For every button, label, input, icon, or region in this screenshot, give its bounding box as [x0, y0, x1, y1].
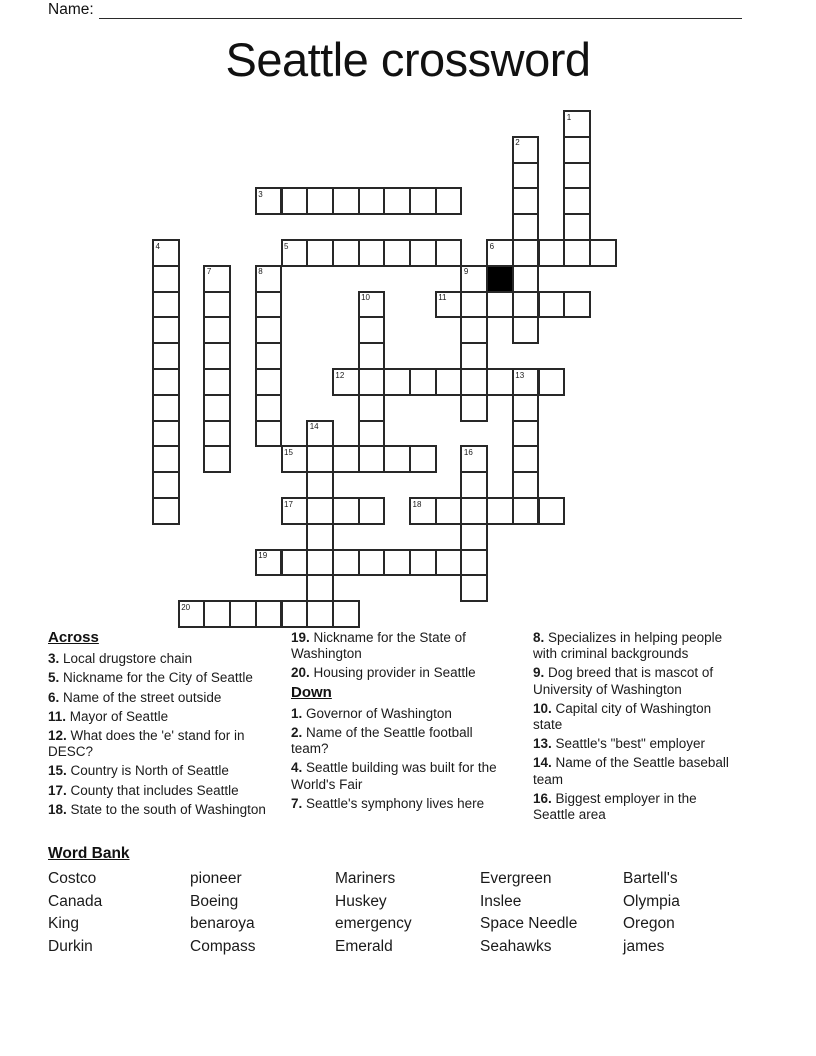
grid-cell[interactable]	[203, 265, 231, 293]
cell-number: 13	[515, 370, 525, 380]
clue-number: 6.	[48, 689, 60, 705]
word-bank-column-4	[480, 868, 623, 959]
clue-number: 8.	[533, 630, 545, 645]
word-bank-item: Durkin	[48, 938, 93, 956]
grid-cell[interactable]	[255, 342, 283, 370]
grid-cell[interactable]	[255, 420, 283, 448]
grid-cell[interactable]	[203, 445, 231, 473]
grid-cell[interactable]	[563, 187, 591, 215]
grid-cell[interactable]	[563, 239, 591, 267]
clue-number: 15.	[48, 763, 67, 779]
grid-cell[interactable]	[332, 549, 360, 577]
grid-cell[interactable]	[538, 497, 566, 525]
grid-cell[interactable]	[409, 549, 437, 577]
grid-cell[interactable]	[255, 394, 283, 422]
cell-number: 11	[438, 293, 447, 303]
grid-cell[interactable]	[460, 394, 488, 422]
grid-cell[interactable]	[358, 368, 386, 396]
clue-number: 1.	[291, 705, 303, 721]
grid-cell[interactable]	[306, 239, 334, 267]
cell-number: 8	[258, 267, 263, 277]
grid-cell[interactable]	[435, 187, 463, 215]
grid-cell[interactable]	[409, 497, 437, 525]
grid-cell[interactable]	[435, 239, 463, 267]
word-bank-item: Evergreen	[480, 870, 552, 887]
grid-cell[interactable]	[460, 342, 488, 370]
clue-number: 11.	[48, 708, 67, 724]
grid-cell[interactable]	[306, 420, 334, 448]
word-bank-item: pioneer	[190, 870, 242, 887]
grid-cell[interactable]	[512, 316, 540, 344]
name-blank-line[interactable]	[99, 2, 742, 19]
grid-cell[interactable]	[563, 213, 591, 241]
cell-number: 3	[258, 189, 263, 199]
grid-cell[interactable]	[152, 394, 180, 422]
grid-cell[interactable]	[435, 291, 463, 319]
grid-cell[interactable]	[306, 600, 334, 628]
grid-cell[interactable]	[435, 368, 463, 396]
grid-cell[interactable]	[512, 291, 540, 319]
word-bank-item: Costco	[48, 870, 97, 887]
grid-cell[interactable]	[306, 187, 334, 215]
clue-18: 18. State to the south of Washington	[48, 801, 266, 817]
grid-cell[interactable]	[409, 368, 437, 396]
grid-cell[interactable]	[306, 574, 334, 602]
grid-cell[interactable]	[512, 239, 540, 267]
grid-cell[interactable]	[178, 600, 206, 628]
grid-cell[interactable]	[306, 549, 334, 577]
grid-cell[interactable]	[460, 497, 488, 525]
clue-number: 2.	[291, 725, 303, 741]
grid-cell[interactable]	[203, 291, 231, 319]
grid-cell[interactable]	[203, 420, 231, 448]
clues-column-1	[48, 630, 270, 821]
grid-cell[interactable]	[152, 342, 180, 370]
grid-cell[interactable]	[203, 342, 231, 370]
clue-13: 13. Seattle's "best" employer	[533, 736, 706, 752]
clue-7: 7. Seattle's symphony lives here	[291, 795, 485, 811]
grid-cell[interactable]	[512, 213, 540, 241]
cell-number: 16	[463, 447, 473, 457]
grid-cell[interactable]	[512, 368, 540, 396]
clue-10: 10. Capital city of Washington state	[533, 700, 712, 733]
grid-cell[interactable]	[281, 600, 309, 628]
grid-cell[interactable]	[203, 316, 231, 344]
grid-cell[interactable]	[152, 420, 180, 448]
clue-number: 19.	[291, 630, 310, 645]
grid-cell[interactable]	[486, 239, 514, 267]
word-bank-columns	[48, 868, 788, 959]
clues-column-2	[291, 630, 506, 815]
grid-cell[interactable]	[486, 497, 514, 525]
clue-8: 8. Specializes in helping people with criminal backgrounds	[533, 630, 723, 662]
grid-cell[interactable]	[306, 445, 334, 473]
grid-cell[interactable]	[383, 549, 411, 577]
name-label: Name:	[48, 1, 94, 18]
grid-cell[interactable]	[512, 136, 540, 164]
grid-cell[interactable]	[281, 239, 309, 267]
grid-cell[interactable]	[281, 549, 309, 577]
grid-cell[interactable]	[383, 239, 411, 267]
word-bank-item: Huskey	[335, 892, 387, 910]
grid-cell[interactable]	[409, 239, 437, 267]
word-bank-item: Emerald	[335, 938, 393, 956]
grid-cell[interactable]	[383, 368, 411, 396]
grid-cell[interactable]	[358, 291, 386, 319]
clue-16: 16. Biggest employer in the Seattle area	[533, 790, 697, 823]
grid-cell[interactable]	[203, 394, 231, 422]
grid-cell[interactable]	[255, 187, 283, 215]
grid-cell[interactable]	[460, 445, 488, 473]
grid-cell[interactable]	[281, 187, 309, 215]
grid-cell[interactable]	[332, 239, 360, 267]
grid-cell[interactable]	[563, 291, 591, 319]
grid-cell[interactable]	[152, 445, 180, 473]
clue-number: 12.	[48, 728, 67, 744]
word-bank-item: Olympia	[623, 892, 680, 910]
grid-cell[interactable]	[460, 316, 488, 344]
word-bank-item: emergency	[335, 915, 412, 933]
word-bank-column-3	[335, 868, 480, 959]
clue-6: 6. Name of the street outside	[48, 689, 222, 705]
clue-4: 4. Seattle building was built for the World's Fair	[291, 760, 497, 792]
grid-cell[interactable]	[512, 420, 540, 448]
grid-cell[interactable]	[538, 368, 566, 396]
grid-cell[interactable]	[460, 574, 488, 602]
clue-19: 19. Nickname for the State of Washington	[291, 630, 466, 662]
grid-cell[interactable]	[512, 162, 540, 190]
grid-cell[interactable]	[512, 497, 540, 525]
clue-number: 16.	[533, 790, 552, 806]
cell-number: 17	[284, 499, 293, 509]
clue-number: 17.	[48, 782, 67, 798]
word-bank-item: Compass	[190, 938, 256, 956]
grid-cell[interactable]	[486, 368, 514, 396]
clue-number: 7.	[291, 795, 303, 811]
cell-number: 18	[412, 499, 422, 509]
grid-cell[interactable]	[460, 523, 488, 551]
grid-cell[interactable]	[203, 368, 231, 396]
word-bank-column-5	[623, 868, 680, 959]
word-bank-item: Mariners	[335, 870, 396, 887]
clue-2: 2. Name of the Seattle football team?	[291, 725, 473, 757]
grid-cell[interactable]	[383, 187, 411, 215]
grid-cell[interactable]	[383, 445, 411, 473]
word-bank-item: King	[48, 915, 80, 933]
word-bank-item: Space Needle	[480, 915, 578, 933]
cell-number: 20	[181, 602, 191, 612]
clue-1: 1. Governor of Washington	[291, 705, 452, 721]
grid-cell[interactable]	[358, 316, 386, 344]
grid-cell[interactable]	[512, 394, 540, 422]
grid-cell[interactable]	[306, 497, 334, 525]
grid-cell[interactable]	[152, 291, 180, 319]
clue-3: 3. Local drugstore chain	[48, 651, 193, 667]
grid-cell[interactable]	[255, 549, 283, 577]
word-bank	[48, 845, 788, 959]
grid-cell[interactable]	[435, 497, 463, 525]
grid-cell[interactable]	[306, 523, 334, 551]
grid-cell[interactable]	[229, 600, 257, 628]
clue-5: 5. Nickname for the City of Seattle	[48, 670, 253, 686]
grid-cell[interactable]	[332, 600, 360, 628]
grid-cell[interactable]	[332, 368, 360, 396]
clue-number: 9.	[533, 665, 545, 681]
cell-number: 14	[309, 422, 319, 432]
clue-number: 14.	[533, 755, 552, 771]
grid-cell[interactable]	[512, 187, 540, 215]
grid-cell[interactable]	[486, 291, 514, 319]
grid-cell[interactable]	[332, 187, 360, 215]
grid-cell[interactable]	[460, 265, 488, 293]
grid-cell[interactable]	[152, 497, 180, 525]
grid-cell[interactable]	[332, 445, 360, 473]
word-bank-item: Bartell's	[623, 870, 678, 887]
clue-14: 14. Name of the Seattle baseball team	[533, 755, 729, 787]
grid-cell[interactable]	[255, 291, 283, 319]
clue-number: 5.	[48, 670, 60, 686]
cell-number: 2	[515, 138, 520, 148]
word-bank-heading: Word Bank	[48, 845, 130, 862]
word-bank-item: james	[623, 938, 665, 956]
grid-cell[interactable]	[358, 497, 386, 525]
grid-cell[interactable]	[589, 239, 617, 267]
word-bank-column-2	[190, 868, 335, 959]
crossword-grid	[152, 110, 617, 628]
grid-cell[interactable]	[152, 471, 180, 499]
grid-cell[interactable]	[563, 110, 591, 138]
clue-9: 9. Dog breed that is mascot of University of Washington	[533, 665, 714, 697]
grid-cell[interactable]	[152, 265, 180, 293]
clue-15: 15. Country is North of Seattle	[48, 763, 229, 779]
grid-cell[interactable]	[152, 316, 180, 344]
word-bank-item: Oregon	[623, 915, 675, 933]
grid-cell[interactable]	[281, 445, 309, 473]
word-bank-item: Seahawks	[480, 938, 552, 956]
name-row	[48, 1, 742, 19]
cell-number: 15	[284, 447, 293, 457]
grid-cell[interactable]	[255, 316, 283, 344]
grid-cell[interactable]	[358, 239, 386, 267]
grid-cell[interactable]	[306, 471, 334, 499]
grid-cell[interactable]	[409, 187, 437, 215]
grid-cell[interactable]	[358, 187, 386, 215]
grid-cell[interactable]	[152, 239, 180, 267]
word-bank-column-1	[48, 868, 190, 959]
word-bank-item: Inslee	[480, 892, 522, 910]
grid-cell[interactable]	[358, 549, 386, 577]
grid-cell[interactable]	[512, 265, 540, 293]
cell-number: 10	[361, 293, 370, 303]
grid-cell[interactable]	[409, 445, 437, 473]
cell-number: 7	[206, 267, 212, 277]
grid-cell[interactable]	[281, 497, 309, 525]
word-bank-item: Boeing	[190, 892, 239, 910]
grid-cell[interactable]	[332, 497, 360, 525]
grid-cell[interactable]	[358, 420, 386, 448]
word-bank-item: Canada	[48, 892, 103, 910]
grid-cell[interactable]	[460, 549, 488, 577]
clue-17: 17. County that includes Seattle	[48, 782, 239, 798]
grid-cell[interactable]	[563, 162, 591, 190]
word-bank-item: benaroya	[190, 915, 255, 933]
grid-cell[interactable]	[460, 471, 488, 499]
clue-20: 20. Housing provider in Seattle	[291, 665, 476, 681]
clue-number: 18.	[48, 801, 67, 817]
clue-12: 12. What does the 'e' stand for in DESC?	[48, 728, 245, 760]
grid-cell[interactable]	[435, 549, 463, 577]
grid-cell[interactable]	[563, 136, 591, 164]
clue-11: 11. Mayor of Seattle	[48, 708, 169, 724]
clue-number: 13.	[533, 736, 552, 752]
grid-cell-black	[486, 265, 514, 293]
grid-cell[interactable]	[538, 239, 566, 267]
grid-cell[interactable]	[203, 600, 231, 628]
clues-column-3	[533, 630, 740, 826]
cell-number: 9	[463, 267, 469, 277]
grid-cell[interactable]	[538, 291, 566, 319]
clue-number: 20.	[291, 665, 310, 681]
clues-heading-across: Across	[48, 629, 99, 646]
cell-number: 4	[155, 241, 160, 251]
grid-cell[interactable]	[358, 342, 386, 370]
grid-cell[interactable]	[255, 368, 283, 396]
grid-cell[interactable]	[358, 445, 386, 473]
grid-cell[interactable]	[152, 368, 180, 396]
clue-number: 10.	[533, 700, 552, 716]
clue-number: 4.	[291, 760, 303, 776]
grid-cell[interactable]	[460, 291, 488, 319]
grid-cell[interactable]	[460, 368, 488, 396]
grid-cell[interactable]	[255, 600, 283, 628]
grid-cell[interactable]	[512, 445, 540, 473]
cell-number: 12	[335, 370, 345, 380]
page-title: Seattle crossword	[225, 33, 591, 86]
grid-cell[interactable]	[512, 471, 540, 499]
grid-cell[interactable]	[358, 394, 386, 422]
cell-number: 19	[258, 551, 268, 561]
grid-cell[interactable]	[255, 265, 283, 293]
cell-number: 6	[489, 241, 495, 251]
cell-number: 5	[284, 241, 289, 251]
clue-number: 3.	[48, 651, 60, 667]
cell-number: 1	[566, 112, 572, 122]
clues-heading-down: Down	[291, 683, 332, 701]
